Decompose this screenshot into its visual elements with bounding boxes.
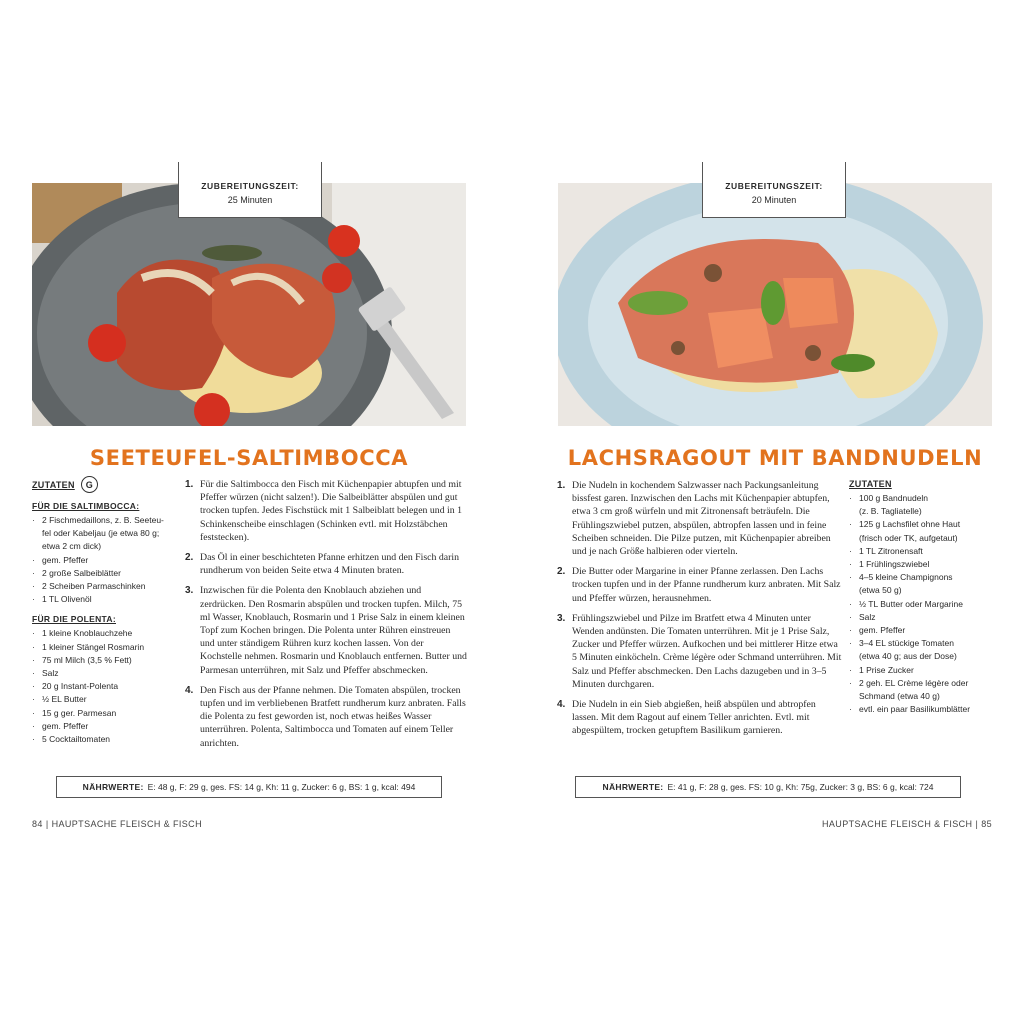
step-number: 3. xyxy=(557,612,566,624)
step-text: Die Butter oder Margarine in einer Pfanne zerlassen. Den Lachs trocken tupfen und in der Pfanne rundherum kurz anbraten. Mit Salz und Pfeffer würzen, herausnehmen. xyxy=(572,566,841,604)
bullet-icon: · xyxy=(849,598,852,609)
method-step xyxy=(557,698,843,738)
bullet-icon: · xyxy=(849,611,852,622)
ingredient-text: 1 Prise Zucker xyxy=(859,664,914,675)
bullet-icon: · xyxy=(849,545,852,556)
ingredient-item xyxy=(32,707,180,720)
ingredient-text: 3–4 EL stückige Tomaten xyxy=(859,638,954,649)
method-step xyxy=(557,612,843,691)
bullet-icon: · xyxy=(32,720,35,731)
method-step xyxy=(557,565,843,605)
ingredient-text: evtl. ein paar Basilikumblätter xyxy=(859,704,971,715)
bullet-icon: · xyxy=(32,594,35,605)
ingredient-text: 1 TL Olivenöl xyxy=(42,594,92,605)
step-text: Für die Saltimbocca den Fisch mit Küchenpapier abtupfen und mit Pfeffer würzen (nicht salzen!). Die Salbeiblätter abspülen und gut trocken tupfen. Jedes Fischstück mit 1 Salbeiblatt belegen und in 1 Schinkenscheibe einschlagen (Schinken evtl. mit Holzstäbchen feststecken). xyxy=(200,479,463,543)
ingredient-item xyxy=(32,527,180,540)
step-text: Die Nudeln in ein Sieb abgießen, heiß abspülen und abtropfen lassen. Mit dem Ragout auf einem Teller anrichten. Evtl. mit abgespültem, trocken getupftem Basilikum garnieren. xyxy=(572,699,816,737)
bullet-icon: · xyxy=(32,628,35,639)
g-badge-icon: G xyxy=(81,476,98,493)
ingredient-text: 1 Frühlingszwiebel xyxy=(859,559,930,570)
bullet-icon: · xyxy=(32,707,35,718)
ingredient-item xyxy=(849,703,999,716)
step-number: 4. xyxy=(557,699,566,711)
step-number: 2. xyxy=(557,566,566,578)
ingredient-text: 1 kleine Knoblauchzehe xyxy=(42,628,133,639)
lachsragout-photo xyxy=(558,183,992,426)
ingredient-item xyxy=(32,654,180,667)
ingredient-item xyxy=(849,598,999,611)
saltimbocca-photo-graphic xyxy=(32,183,466,426)
ingredient-item xyxy=(849,690,999,703)
nutrition-label: NÄHRWERTE: xyxy=(82,782,144,792)
ingredient-text: 100 g Bandnudeln xyxy=(859,493,929,503)
ingredient-text: ½ EL Butter xyxy=(42,694,87,705)
step-text: Inzwischen für die Polenta den Knoblauch abziehen und zerdrücken. Den Rosmarin abspülen und trocken tupfen. Milch, 75 ml Wasser, Knoblauch, Rosmarin und 1 Prise Salz in einem kleinen Topf zum Kochen bringen. Die Polenta unter Rühren einstreuen und unter ständigem Rühren kurz kochen lassen. Von der Kochstelle nehmen. Rosmarin und Knoblauch entfernen. Butter und Parmesan unterrühren, mit Salz und Pfeffer abschmecken. xyxy=(200,585,467,676)
page-number: 85 xyxy=(981,819,992,829)
method-steps xyxy=(557,479,843,745)
page-number: 84 xyxy=(32,819,43,829)
ingredient-item xyxy=(849,532,999,545)
prep-time-label: ZUBEREITUNGSZEIT: xyxy=(725,181,823,191)
ingredient-text: fel oder Kabeljau (je etwa 80 g; xyxy=(42,528,160,539)
step-number: 1. xyxy=(557,480,566,491)
ingredient-text: Salz xyxy=(859,611,876,622)
ingredient-item xyxy=(32,627,180,640)
ingredient-list xyxy=(32,627,180,746)
ingredient-item xyxy=(849,584,999,597)
ingredient-item xyxy=(849,492,999,505)
ingredient-text: (frisch oder TK, aufgetaut) xyxy=(859,532,958,543)
bullet-icon: · xyxy=(32,681,35,692)
method-step xyxy=(557,479,843,558)
ingredients-panel xyxy=(32,476,180,746)
ingredient-text: gem. Pfeffer xyxy=(42,554,89,565)
ingredient-item xyxy=(849,650,999,663)
prep-time-label: ZUBEREITUNGSZEIT: xyxy=(201,181,299,191)
ingredients-header xyxy=(32,476,180,493)
nutrition-label: NÄHRWERTE: xyxy=(602,782,664,792)
method-steps xyxy=(185,478,467,757)
saltimbocca-photo xyxy=(32,183,466,426)
ingredient-group-heading: FÜR DIE SALTIMBOCCA: xyxy=(32,501,140,511)
bullet-icon: · xyxy=(32,567,35,578)
ingredient-item xyxy=(849,571,999,584)
ingredient-text: (etwa 40 g; aus der Dose) xyxy=(859,651,957,662)
ingredient-text: 2 große Salbeiblätter xyxy=(42,567,121,578)
prep-time-box xyxy=(702,162,846,218)
bullet-icon: · xyxy=(32,694,35,705)
step-number: 1. xyxy=(185,479,194,490)
nutrition-box xyxy=(575,776,961,798)
nutrition-values: E: 41 g, F: 28 g, ges. FS: 10 g, Kh: 75g, Zucker: 3 g, BS: 6 g, kcal: 724 xyxy=(667,782,934,792)
ingredient-item xyxy=(32,641,180,654)
ingredient-item xyxy=(32,693,180,706)
ingredient-item xyxy=(849,624,999,637)
ingredient-group-heading: FÜR DIE POLENTA: xyxy=(32,614,116,625)
step-number: 4. xyxy=(185,684,194,696)
step-text: Die Nudeln in kochendem Salzwasser nach Packungsanleitung bissfest garen. Inzwischen den Lachs mit Küchenpapier abtupfen, etwa 3 cm groß würfeln und mit Zitronensaft beträufeln. Die Frühlingszwiebel putzen, abspülen, abtropfen lassen und in feine Scheiben schneiden. Die Pilze putzen, mit Küchenpapier abreiben und je nach Größe halbieren oder vierteln. xyxy=(572,480,831,558)
bullet-icon: · xyxy=(849,559,852,570)
bullet-icon: · xyxy=(32,734,35,745)
ingredient-text: (etwa 50 g) xyxy=(859,585,902,596)
recipe-title: SEETEUFEL-SALTIMBOCCA xyxy=(89,446,409,470)
page-footer: HAUPTSACHE FLEISCH & FISCH | 85 xyxy=(822,819,992,829)
ingredient-item xyxy=(32,733,180,746)
ingredient-text: 4–5 kleine Champignons xyxy=(859,572,953,583)
bullet-icon: · xyxy=(32,641,35,652)
ingredient-item xyxy=(32,680,180,693)
ingredient-item xyxy=(849,558,999,571)
step-number: 3. xyxy=(185,585,194,597)
bullet-icon: · xyxy=(849,677,852,688)
ingredient-text: etwa 2 cm dick) xyxy=(42,541,102,552)
ingredient-item xyxy=(849,505,999,518)
ingredient-item xyxy=(32,554,180,567)
ingredient-text: 1 TL Zitronensaft xyxy=(859,545,923,556)
ingredient-text: (z. B. Tagliatelle) xyxy=(859,506,922,517)
ingredient-text: 20 g Instant-Polenta xyxy=(42,681,119,692)
bullet-icon: · xyxy=(32,654,35,665)
bullet-icon: · xyxy=(849,704,852,715)
page-footer: 84 | HAUPTSACHE FLEISCH & FISCH xyxy=(32,819,202,829)
nutrition-values: E: 48 g, F: 29 g, ges. FS: 14 g, Kh: 11 g, Zucker: 6 g, BS: 1 g, kcal: 494 xyxy=(147,782,416,792)
ingredient-text: 2 Fischmedaillons, z. B. Seeteu- xyxy=(42,515,164,525)
bullet-icon: · xyxy=(849,625,852,636)
prep-time-value: 25 Minuten xyxy=(227,195,273,205)
method-step xyxy=(185,551,467,577)
ingredient-item xyxy=(849,545,999,558)
ingredient-text: gem. Pfeffer xyxy=(859,625,906,636)
ingredient-item xyxy=(849,518,999,531)
bullet-icon: · xyxy=(849,519,852,530)
ingredient-text: 1 kleiner Stängel Rosmarin xyxy=(42,641,145,652)
ingredient-groups xyxy=(32,501,180,746)
ingredient-item xyxy=(32,567,180,580)
ingredient-item xyxy=(32,667,180,680)
method-step xyxy=(185,478,467,544)
ingredient-item xyxy=(849,637,999,650)
ingredient-item xyxy=(849,677,999,690)
ingredient-text: 2 Scheiben Parmaschinken xyxy=(42,581,146,592)
lachsragout-photo-graphic xyxy=(558,183,992,426)
ingredient-item xyxy=(849,664,999,677)
ingredient-text: 5 Cocktailtomaten xyxy=(42,734,111,745)
ingredient-item xyxy=(849,611,999,624)
prep-time-value: 20 Minuten xyxy=(751,195,797,205)
bullet-icon: · xyxy=(32,581,35,592)
bullet-icon: · xyxy=(849,664,852,675)
section-name: HAUPTSACHE FLEISCH & FISCH xyxy=(51,819,202,829)
bullet-icon: · xyxy=(849,493,852,503)
step-text: Den Fisch aus der Pfanne nehmen. Die Tomaten abspülen, trocken tupfen und im verbliebenen Bratfett rundherum kurz anbraten. Falls die Polenta zu fest geworden ist, noch etwas heißes Wasser unterrühren. Polenta, Saltimbocca und Tomaten auf einem Teller anrichten. xyxy=(200,684,466,749)
ingredient-text: ½ TL Butter oder Margarine xyxy=(859,598,963,609)
bullet-icon: · xyxy=(849,638,852,649)
prep-time-box xyxy=(178,162,322,218)
method-step xyxy=(185,584,467,676)
ingredient-text: 125 g Lachsfilet ohne Haut xyxy=(859,519,961,530)
ingredient-item xyxy=(32,580,180,593)
ingredient-text: 75 ml Milch (3,5 % Fett) xyxy=(42,654,132,665)
ingredients-heading: ZUTATEN xyxy=(849,479,892,489)
ingredients-heading: ZUTATEN xyxy=(32,479,75,490)
ingredient-text: Salz xyxy=(42,668,59,679)
method-step xyxy=(185,684,467,750)
bullet-icon: · xyxy=(849,572,852,583)
ingredient-list xyxy=(32,514,180,606)
ingredient-text: gem. Pfeffer xyxy=(42,720,89,731)
bullet-icon: · xyxy=(32,515,35,525)
ingredient-item xyxy=(32,514,180,527)
section-name: HAUPTSACHE FLEISCH & FISCH xyxy=(822,819,973,829)
step-number: 2. xyxy=(185,552,194,564)
bullet-icon: · xyxy=(32,668,35,679)
ingredient-item xyxy=(32,593,180,606)
ingredient-text: 2 geh. EL Crème légère oder xyxy=(859,677,969,688)
nutrition-box xyxy=(56,776,442,798)
step-text: Frühlingszwiebel und Pilze im Bratfett etwa 4 Minuten unter Wenden andünsten. Die Tomaten unterrühren. Mit je 1 Prise Salz, Zucker und Pfeffer würzen. Aufkochen und bei mittlerer Hitze etwa 5 Minuten einköcheln. Crème légère oder Schmand unterrühren. Mit Salz und Pfeffer abschmecken. Den Lachs dazugeben und in 3–5 Minuten durchgaren. xyxy=(572,612,842,690)
ingredients-panel xyxy=(849,479,999,716)
right-page xyxy=(512,0,1024,1024)
ingredient-item xyxy=(32,540,180,553)
ingredient-list xyxy=(849,492,999,716)
step-text: Das Öl in einer beschichteten Pfanne erhitzen und den Fisch darin rundherum von beiden Seite etwa 4 Minuten braten. xyxy=(200,552,459,577)
recipe-title: LACHSRAGOUT MIT BANDNUDELN xyxy=(567,446,983,470)
ingredient-text: Schmand (etwa 40 g) xyxy=(859,691,940,702)
ingredient-text: 15 g ger. Parmesan xyxy=(42,707,117,718)
bullet-icon: · xyxy=(32,554,35,565)
ingredient-item xyxy=(32,720,180,733)
